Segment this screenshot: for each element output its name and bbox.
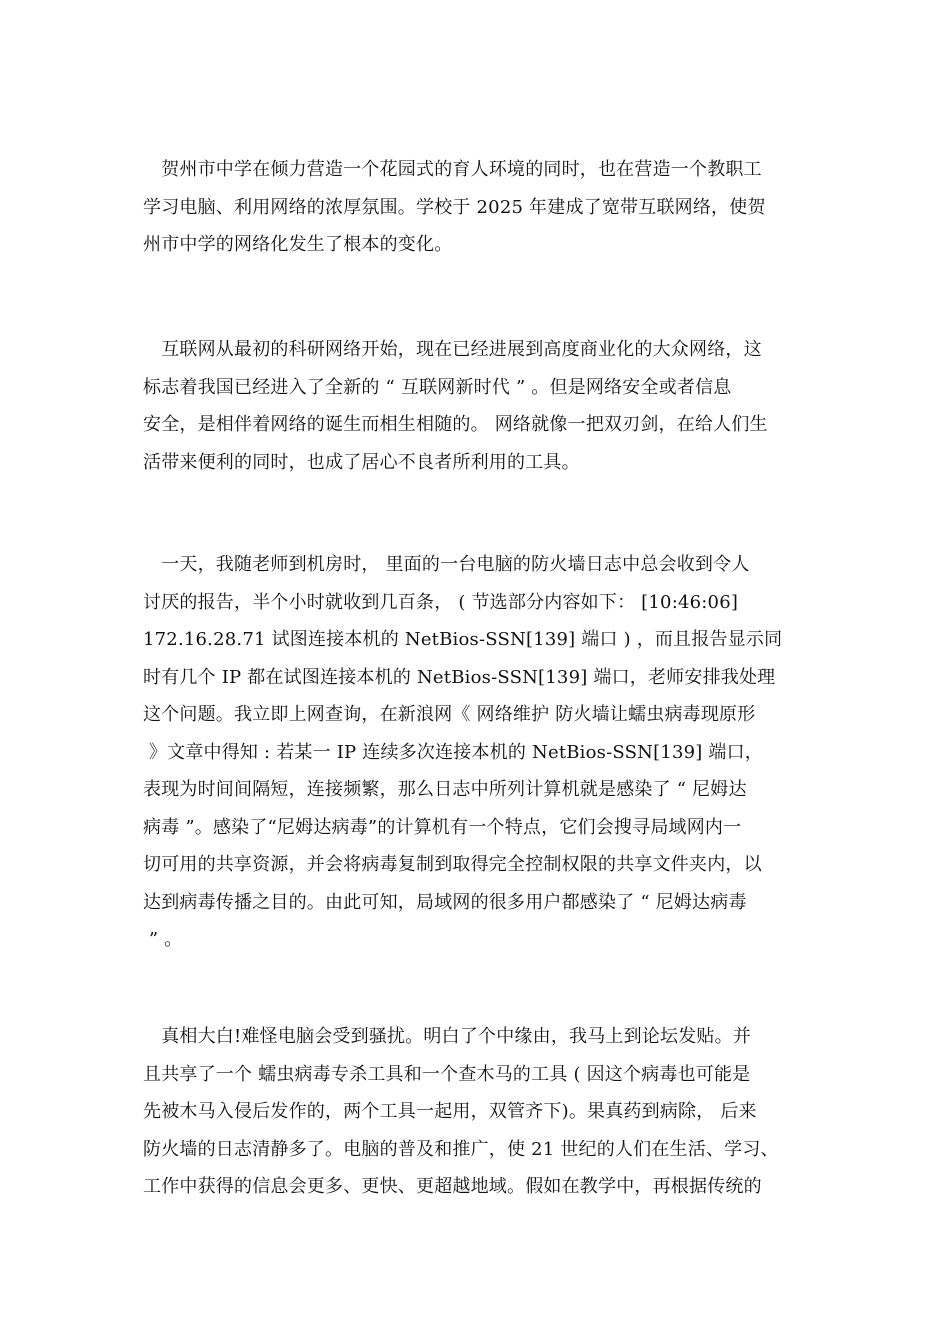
text-line: 讨厌的报告，半个小时就收到几百条， ( 节选部分内容如下： [10:46:06] bbox=[143, 591, 739, 613]
text-line: 活带来便利的同时，也成了居心不良者所利用的工具。 bbox=[143, 451, 580, 473]
text-line: 工作中获得的信息会更多、更快、更超越地域。假如在教学中，再根据传统的 bbox=[143, 1176, 762, 1197]
text-line: 先被木马入侵后发作的，两个工具一起用，双管齐下)。果真药到病除， 后来 bbox=[143, 1101, 757, 1122]
text-line: 一天，我随老师到机房时， 里面的一台电脑的防火墙日志中总会收到令人 bbox=[143, 554, 750, 575]
text-line: 表现为时间间隔短，连接频繁，那么日志中所列计算机就是感染了 “ 尼姆达 bbox=[143, 779, 747, 800]
text-line: 这个问题。我立即上网查询，在新浪网《 网络维护 防火墙让蠕虫病毒现原形 bbox=[143, 704, 756, 725]
text-line: 》文章中得知 : 若某一 IP 连续多次连接本机的 NetBios-SSN[139] 端口， bbox=[143, 741, 764, 763]
text-line: 真相大白!难怪电脑会受到骚扰。明白了个中缘由，我马上到论坛发贴。并 bbox=[143, 1026, 752, 1047]
text-line: 互联网从最初的科研网络开始，现在已经进展到高度商业化的大众网络，这 bbox=[143, 339, 762, 360]
paragraph-1 bbox=[143, 151, 808, 264]
text-line: ” 。 bbox=[143, 929, 183, 950]
text-line: 学习电脑、利用网络的浓厚氛围。学校于 2025 年建成了宽带互联网络，使贺 bbox=[143, 196, 766, 218]
text-line: 标志着我国已经进入了全新的 “ 互联网新时代 ” 。但是网络安全或者信息 bbox=[143, 376, 732, 398]
text-line: 防火墙的日志清静多了。电脑的普及和推广，使 21 世纪的人们在生活、学习、 bbox=[143, 1138, 779, 1160]
text-line: 时有几个 IP 都在试图连接本机的 NetBios-SSN[139] 端口，老师安排我处理 bbox=[143, 666, 776, 688]
paragraph-2 bbox=[143, 331, 808, 481]
text-line: 172.16.28.71 试图连接本机的 NetBios-SSN[139] 端口 ) ，而且报告显示同 bbox=[143, 629, 783, 650]
text-line: 且共享了一个 蠕虫病毒专杀工具和一个查木马的工具 ( 因这个病毒也可能是 bbox=[143, 1063, 751, 1085]
text-line: 贺州市中学在倾力营造一个花园式的育人环境的同时，也在营造一个教职工 bbox=[143, 159, 762, 180]
text-line: 病毒 ”。感染了“尼姆达病毒”的计算机有一个特点，它们会搜寻局域网内一 bbox=[143, 816, 742, 838]
text-line: 安全，是相伴着网络的诞生而相生相随的。 网络就像一把双刃剑，在给人们生 bbox=[143, 414, 768, 435]
text-line: 州市中学的网络化发生了根本的变化。 bbox=[143, 234, 453, 255]
paragraph-3 bbox=[143, 546, 808, 959]
paragraph-4 bbox=[143, 1018, 808, 1206]
text-line: 达到病毒传播之目的。由此可知，局域网的很多用户都感染了 “ 尼姆达病毒 bbox=[143, 891, 747, 913]
text-line: 切可用的共享资源，并会将病毒复制到取得完全控制权限的共享文件夹内，以 bbox=[143, 854, 762, 875]
